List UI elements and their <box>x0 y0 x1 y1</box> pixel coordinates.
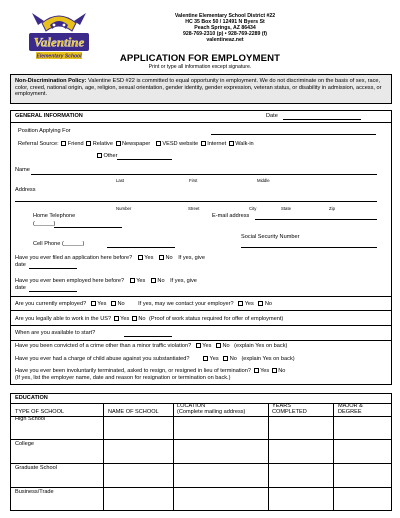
page-subtitle: Print or type all information except signature. <box>148 64 252 70</box>
col-header-name: NAME OF SCHOOL <box>108 409 159 415</box>
referral-internet-checkbox[interactable] <box>201 141 206 146</box>
applied-before-yes-checkbox[interactable] <box>138 255 143 260</box>
crime-yes-checkbox[interactable] <box>196 343 201 348</box>
cell-phone-row <box>33 241 84 248</box>
referral-website-label: VESD website <box>162 141 199 147</box>
education-header-divider <box>11 416 391 417</box>
education-row-high-school: High School <box>15 416 46 422</box>
referral-other-row <box>96 153 118 160</box>
address-city-caption: City <box>249 206 257 211</box>
referral-other-field[interactable] <box>117 159 172 160</box>
currently-employed-no-checkbox[interactable] <box>111 301 116 306</box>
col-header-location-line2: (Complete mailing address) <box>177 409 246 415</box>
col-header-major-line2: DEGREE <box>338 409 362 415</box>
education-section <box>10 393 392 511</box>
termination-yes-label: Yes <box>260 368 270 374</box>
child-abuse-yes-checkbox[interactable] <box>203 356 208 361</box>
row-divider <box>11 487 391 488</box>
row-divider <box>11 325 391 326</box>
contact-employer-yes-label: Yes <box>244 301 254 307</box>
col-header-major <box>338 403 363 415</box>
col-header-location-line1: LOCATION <box>177 403 206 409</box>
name-label: Name <box>15 167 30 173</box>
legal-work-row <box>15 316 283 323</box>
col-header-major-line1: MAJOR & <box>338 403 363 409</box>
cell-phone-field[interactable]: (______) <box>61 241 85 247</box>
general-heading: GENERAL INFORMATION <box>15 113 83 119</box>
legal-work-no-checkbox[interactable] <box>132 316 137 321</box>
ssn-label: Social Security Number <box>241 234 300 240</box>
general-information-section <box>10 110 392 385</box>
applied-before-question: Have you ever filed an application here before? <box>15 255 133 261</box>
applied-before-date-field[interactable] <box>29 268 77 269</box>
email-label: E-mail address <box>212 213 250 219</box>
currently-employed-yes-label: Yes <box>97 301 107 307</box>
referral-other-checkbox[interactable] <box>97 153 102 158</box>
currently-employed-yes-checkbox[interactable] <box>91 301 96 306</box>
cell-phone-label: Cell Phone <box>33 241 61 247</box>
referral-internet-label: Internet <box>207 141 227 147</box>
school-name: Valentine Elementary School District #22 <box>174 13 276 19</box>
logo-subtext: Elementary School <box>36 53 82 60</box>
col-header-location <box>177 403 245 415</box>
applied-before-row <box>15 255 205 262</box>
school-website[interactable]: valentineaz.net <box>206 37 244 44</box>
legal-work-yes-checkbox[interactable] <box>114 316 119 321</box>
employed-before-row <box>15 278 197 285</box>
contact-employer-no-label: No <box>264 301 273 307</box>
crime-yes-label: Yes <box>202 343 212 349</box>
home-telephone-line[interactable] <box>54 227 122 228</box>
referral-relative-label: Relative <box>92 141 113 147</box>
row-divider <box>11 310 391 311</box>
name-middle-caption: Middle <box>257 178 270 183</box>
row-divider <box>11 439 391 440</box>
cell-phone-line[interactable] <box>107 247 175 248</box>
school-address-line2: Peach Springs, AZ 86434 <box>194 25 256 32</box>
child-abuse-question: Have you ever had a charge of child abuse against you substantiated? <box>15 356 190 362</box>
child-abuse-row <box>15 356 295 363</box>
crime-explain-note: (explain Yes on back) <box>234 343 288 349</box>
ssn-field[interactable] <box>241 247 377 248</box>
column-divider <box>268 403 269 510</box>
crime-row <box>15 343 287 350</box>
referral-label: Referral Source: <box>18 141 59 147</box>
legal-work-yes-label: Yes <box>120 316 130 322</box>
email-field[interactable] <box>255 219 377 220</box>
legal-work-note: (Proof of work status required for offer of employment) <box>149 316 284 322</box>
child-abuse-explain-note: (explain Yes on back) <box>241 356 295 362</box>
education-row-college: College <box>15 441 34 447</box>
contact-employer-no-checkbox[interactable] <box>258 301 263 306</box>
start-date-label: When are you available to start? <box>15 330 96 336</box>
applied-before-date-label: date <box>15 262 26 268</box>
home-telephone-label: Home Telephone <box>33 213 76 219</box>
school-contact-header <box>110 13 340 43</box>
child-abuse-no-checkbox[interactable] <box>223 356 228 361</box>
school-phone: 928-769-2310 (p) • 928-769-2289 (f) <box>183 31 267 38</box>
address-label: Address <box>15 187 36 193</box>
employed-before-date-label: date <box>15 285 26 291</box>
education-row-graduate: Graduate School <box>15 465 57 471</box>
employed-before-date-prompt: If yes, give <box>170 278 197 284</box>
col-header-years-line1: YEARS <box>272 403 291 409</box>
column-divider <box>333 403 334 510</box>
page-title: APPLICATION FOR EMPLOYMENT <box>119 53 281 64</box>
employed-before-date-field[interactable] <box>29 291 77 292</box>
currently-employed-row <box>15 301 272 308</box>
row-divider <box>11 296 391 297</box>
termination-no-label: No <box>278 368 286 374</box>
row-divider <box>11 463 391 464</box>
legal-work-no-label: No <box>138 316 146 322</box>
non-discrimination-policy <box>10 74 392 104</box>
referral-walkin-checkbox[interactable] <box>229 141 234 146</box>
date-label: Date <box>266 113 278 119</box>
referral-website-checkbox[interactable] <box>156 141 161 146</box>
policy-text: Valentine ESD #22 is committed to equal opportunity in employment. We do not discriminate on the basis of sex, race, color, creed, national origin, age, religion, sexual orientation, gender identity, gender expression, veteran status, or disability in admission, access, or employment. <box>15 78 382 98</box>
address-zip-caption: Zip <box>329 206 335 211</box>
currently-employed-no-label: No <box>117 301 125 307</box>
referral-other-label: Other <box>103 153 118 159</box>
section-divider <box>11 122 391 123</box>
contact-employer-question: If yes, may we contact your employer? <box>138 301 234 307</box>
employed-before-no-checkbox[interactable] <box>151 278 156 283</box>
column-divider <box>173 403 174 510</box>
referral-friend-checkbox[interactable] <box>61 141 66 146</box>
crime-no-checkbox[interactable] <box>216 343 221 348</box>
applied-before-yes-label: Yes <box>144 255 154 261</box>
termination-no-checkbox[interactable] <box>272 368 277 373</box>
employed-before-yes-label: Yes <box>136 278 146 284</box>
row-divider <box>11 340 391 341</box>
start-date-field[interactable] <box>124 336 172 337</box>
applied-before-date-prompt: If yes, give <box>178 255 205 261</box>
date-field[interactable] <box>283 119 361 120</box>
policy-label: Non-Discrimination Policy: <box>15 78 87 84</box>
employed-before-question: Have you ever been employed here before? <box>15 278 125 284</box>
child-abuse-yes-label: Yes <box>209 356 219 362</box>
referral-source-row <box>18 141 254 148</box>
school-address-line1: HC 35 Box 50 / 12491 N Byers St <box>185 19 265 26</box>
address-number-caption: Number <box>116 206 132 211</box>
referral-newspaper-checkbox[interactable] <box>116 141 121 146</box>
applied-before-no-checkbox[interactable] <box>159 255 164 260</box>
employed-before-no-label: No <box>157 278 165 284</box>
termination-note: (If yes, list the employer name, date and reason for resignation or termination on back.) <box>15 375 231 381</box>
position-field[interactable] <box>211 134 376 135</box>
referral-relative-checkbox[interactable] <box>86 141 91 146</box>
col-header-years-line2: COMPLETED <box>272 409 307 415</box>
contact-employer-yes-checkbox[interactable] <box>238 301 243 306</box>
position-label: Position Applying For <box>18 128 71 134</box>
currently-employed-question: Are you currently employed? <box>15 301 87 307</box>
employed-before-yes-checkbox[interactable] <box>130 278 135 283</box>
name-last-caption: Last <box>116 178 125 183</box>
legal-work-question: Are you legally able to work in the US? <box>15 316 112 322</box>
termination-question: Have you ever been involuntarily terminated, asked to resign, or resigned in lieu of termination? <box>15 368 251 374</box>
child-abuse-no-label: No <box>229 356 237 362</box>
logo-wordmark: Valentine <box>33 34 85 50</box>
address-street-caption: Street <box>188 206 200 211</box>
col-header-years <box>272 403 307 415</box>
address-field[interactable] <box>15 201 377 202</box>
crime-question: Have you been convicted of a crime other than a minor traffic violation? <box>15 343 192 349</box>
crime-no-label: No <box>222 343 230 349</box>
termination-yes-checkbox[interactable] <box>254 368 259 373</box>
education-heading: EDUCATION <box>15 395 48 401</box>
address-state-caption: State <box>281 206 292 211</box>
referral-friend-label: Friend <box>67 141 84 147</box>
home-telephone-field[interactable]: (______) <box>33 221 56 227</box>
education-row-business: Business/Trade <box>15 489 54 495</box>
referral-walkin-label: Walk-in <box>235 141 254 147</box>
referral-newspaper-label: Newspaper <box>122 141 151 147</box>
column-divider <box>103 403 104 510</box>
applied-before-no-label: No <box>165 255 173 261</box>
termination-row <box>15 368 285 375</box>
name-field[interactable] <box>31 174 377 175</box>
name-first-caption: First <box>189 178 198 183</box>
col-header-type: TYPE OF SCHOOL <box>15 409 65 415</box>
